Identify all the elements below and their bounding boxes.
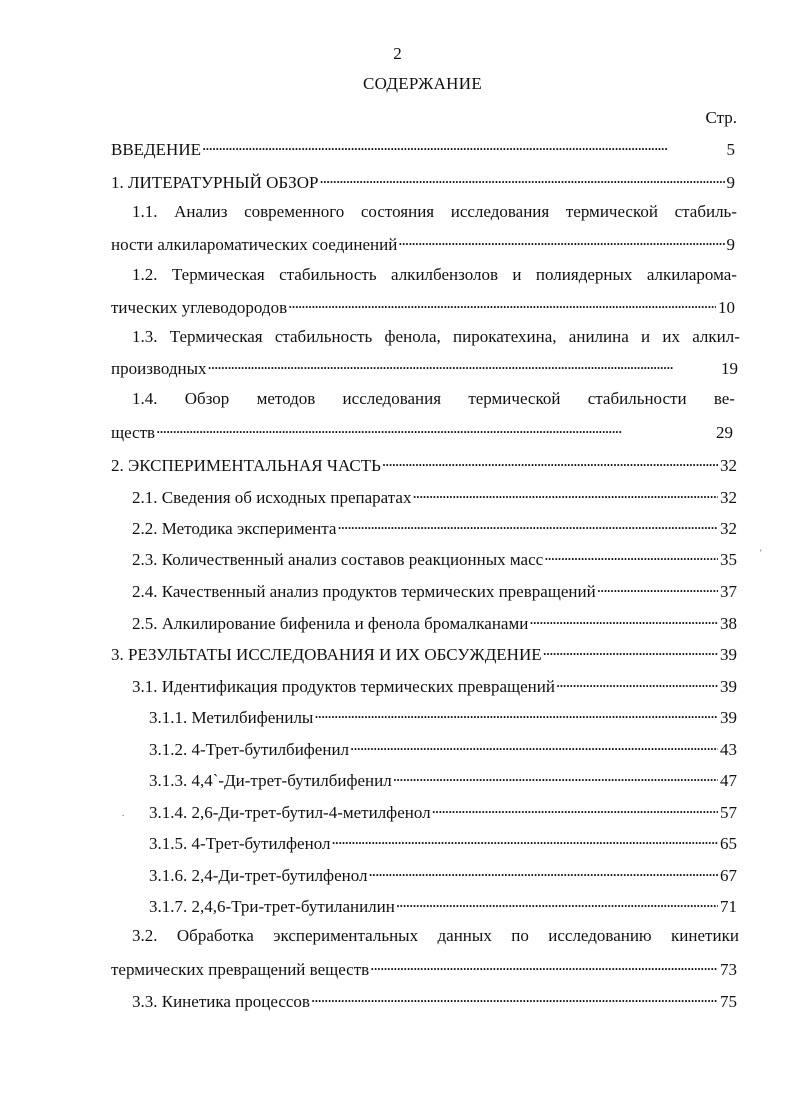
toc-entry-page: 19 (721, 359, 738, 378)
toc-word: и (512, 265, 522, 284)
dot-leader (287, 295, 716, 313)
toc-entry-page: 71 (720, 897, 737, 916)
dot-leader (155, 420, 714, 438)
toc-entry-page: 37 (720, 582, 737, 601)
toc-entry-label: 2.2. Методика эксперимента (132, 519, 337, 538)
toc-entry-page: 57 (720, 803, 737, 822)
toc-word: их (662, 327, 680, 346)
toc-word: 1.2. (132, 265, 158, 284)
toc-word: современного (244, 202, 345, 221)
toc-entry-label: 2.4. Качественный анализ продуктов термических превращений (132, 582, 596, 601)
dot-leader (310, 989, 718, 1007)
toc-entry-label: ВВЕДЕНИЕ (111, 140, 201, 159)
dot-leader (381, 453, 718, 471)
toc-entry-first-line (132, 926, 739, 946)
toc-entry-label: 3.1.6. 2,4-Ди-трет-бутилфенол (149, 866, 368, 885)
toc-word: состояния (360, 202, 435, 221)
dot-leader (555, 674, 718, 692)
toc-word: анилина (568, 327, 629, 346)
toc-word: стабильность (279, 265, 377, 284)
toc-word: полиядерных (535, 265, 633, 284)
toc-word: экспериментальных (273, 926, 419, 945)
toc-entry (132, 674, 737, 696)
toc-word: пирокатехина, (453, 327, 557, 346)
toc-word: стабильности (587, 389, 687, 408)
toc-entry-label: термических превращений веществ (111, 960, 370, 979)
toc-word: и (641, 327, 651, 346)
toc-word: кинетики (671, 926, 739, 945)
toc-entry (149, 737, 737, 759)
toc-entry (111, 137, 735, 159)
toc-word: Термическая (171, 265, 265, 284)
toc-entry (111, 957, 737, 979)
toc-entry-label: 3.1.4. 2,6-Ди-трет-бутил-4-метилфенол (149, 803, 431, 822)
toc-entry-first-line (132, 265, 737, 285)
toc-entry-page: 32 (720, 488, 737, 507)
toc-entry (111, 170, 735, 192)
dot-leader (330, 831, 718, 849)
toc-word: по (511, 926, 529, 945)
toc-entry (132, 547, 737, 569)
toc-word: 1.3. (132, 327, 158, 346)
toc-entry-label: 3.1.7. 2,4,6-Три-трет-бутиланилин (149, 897, 395, 916)
dot-leader (411, 485, 718, 503)
dot-leader (367, 863, 718, 881)
toc-entry (132, 485, 737, 507)
toc-entry-page: 39 (720, 645, 737, 664)
toc-word: 1.1. (132, 202, 158, 221)
toc-entry-label: 2. ЭКСПЕРИМЕНТАЛЬНАЯ ЧАСТЬ (111, 456, 381, 475)
dot-leader (543, 547, 718, 565)
toc-entry (149, 768, 737, 790)
toc-word: Анализ (174, 202, 228, 221)
dot-leader (528, 611, 718, 629)
toc-entry-label: тических углеводородов (111, 298, 288, 317)
toc-entry-label: 2.3. Количественный анализ составов реакционных масс (132, 550, 544, 569)
toc-entry-page: 9 (726, 235, 735, 254)
toc-entry-page: 9 (726, 173, 735, 192)
scan-mark: ' (760, 548, 762, 558)
toc-entry-page: 39 (720, 708, 737, 727)
toc-entry (149, 800, 737, 822)
toc-entry-page: 35 (720, 550, 737, 569)
dot-leader (395, 894, 718, 912)
toc-entry-page: 47 (720, 771, 737, 790)
toc-entry-page: 65 (720, 834, 737, 853)
toc-word: стабильность (274, 327, 373, 346)
toc-entry-label: 3.3. Кинетика процессов (132, 992, 310, 1011)
toc-word: методов (256, 389, 316, 408)
toc-word: термической (565, 202, 658, 221)
toc-entry-first-line (132, 327, 740, 347)
toc-word: Термическая (169, 327, 263, 346)
toc-entry (132, 611, 737, 633)
dot-leader (201, 137, 725, 155)
toc-entry-page: 32 (720, 456, 737, 475)
dot-leader (369, 957, 718, 975)
toc-entry-first-line (132, 202, 737, 222)
dot-leader (542, 642, 718, 660)
toc-entry (149, 894, 737, 916)
toc-entry-label: 3. РЕЗУЛЬТАТЫ ИССЛЕДОВАНИЯ И ИХ ОБСУЖДЕНИЕ (111, 645, 542, 664)
toc-entry (132, 579, 737, 601)
dot-leader (392, 768, 718, 786)
toc-entry-page: 75 (720, 992, 737, 1011)
toc-word: Обзор (184, 389, 230, 408)
dot-leader (397, 232, 724, 250)
toc-entry-label: ществ (111, 423, 156, 442)
toc-word: исследованию (548, 926, 652, 945)
toc-entry (111, 295, 735, 317)
dot-leader (349, 737, 718, 755)
toc-entry-page: 39 (720, 677, 737, 696)
toc-word: данных (437, 926, 492, 945)
page-number: 2 (393, 44, 402, 63)
toc-entry (111, 642, 737, 664)
toc-entry-label: 2.1. Сведения об исходных препаратах (132, 488, 412, 507)
toc-entry-page: 29 (716, 423, 733, 442)
toc-word: исследования (450, 202, 550, 221)
page-title: СОДЕРЖАНИЕ (362, 74, 483, 93)
toc-entry-label: 3.1.3. 4,4`-Ди-трет-бутилбифенил (149, 771, 392, 790)
toc-entry-label: 3.1.1. Метилбифенилы (149, 708, 314, 727)
toc-entry-page: 38 (720, 614, 737, 633)
toc-entry-page: 73 (720, 960, 737, 979)
toc-entry-label: 2.5. Алкилирование бифенила и фенола бромалканами (132, 614, 529, 633)
toc-entry (149, 863, 737, 885)
toc-word: алкил- (692, 327, 740, 346)
toc-entry-label: 3.1.5. 4-Трет-бутилфенол (149, 834, 331, 853)
toc-word: 3.2. (132, 926, 158, 945)
toc-entry-label: 3.1.2. 4-Трет-бутилбифенил (149, 740, 350, 759)
dot-leader (207, 356, 719, 374)
toc-word: ве- (713, 389, 735, 408)
toc-entry (111, 453, 737, 475)
toc-word: алкиларома- (646, 265, 737, 284)
dot-leader (431, 800, 718, 818)
toc-entry-label: ности алкилароматических соединений (111, 235, 398, 254)
toc-entry-label: производных (111, 359, 207, 378)
toc-entry-page: 5 (726, 140, 735, 159)
toc-entry (111, 232, 735, 254)
toc-entry-label: 1. ЛИТЕРАТУРНЫЙ ОБЗОР (111, 173, 319, 192)
toc-entry-page: 43 (720, 740, 737, 759)
toc-word: фенола, (384, 327, 441, 346)
dot-leader (596, 579, 718, 597)
toc-word: Обработка (176, 926, 254, 945)
toc-entry (132, 516, 737, 538)
page-column-label: Стр. (705, 108, 737, 127)
toc-word: алкилбензолов (391, 265, 498, 284)
toc-word: стабиль- (674, 202, 737, 221)
toc-entry (111, 356, 738, 378)
toc-word: исследования (342, 389, 442, 408)
scan-mark: . (122, 808, 125, 818)
toc-entry-first-line (132, 389, 735, 409)
toc-entry-page: 67 (720, 866, 737, 885)
toc-entry-page: 32 (720, 519, 737, 538)
toc-entry-label: 3.1. Идентификация продуктов термических превращений (132, 677, 555, 696)
toc-entry (132, 989, 737, 1011)
toc-entry-page: 10 (718, 298, 735, 317)
toc-entry (149, 705, 737, 727)
toc-entry (149, 831, 737, 853)
toc-entry (111, 420, 733, 442)
dot-leader (313, 705, 718, 723)
dot-leader (336, 516, 718, 534)
dot-leader (318, 170, 724, 188)
toc-word: 1.4. (132, 389, 158, 408)
toc-word: термической (468, 389, 561, 408)
